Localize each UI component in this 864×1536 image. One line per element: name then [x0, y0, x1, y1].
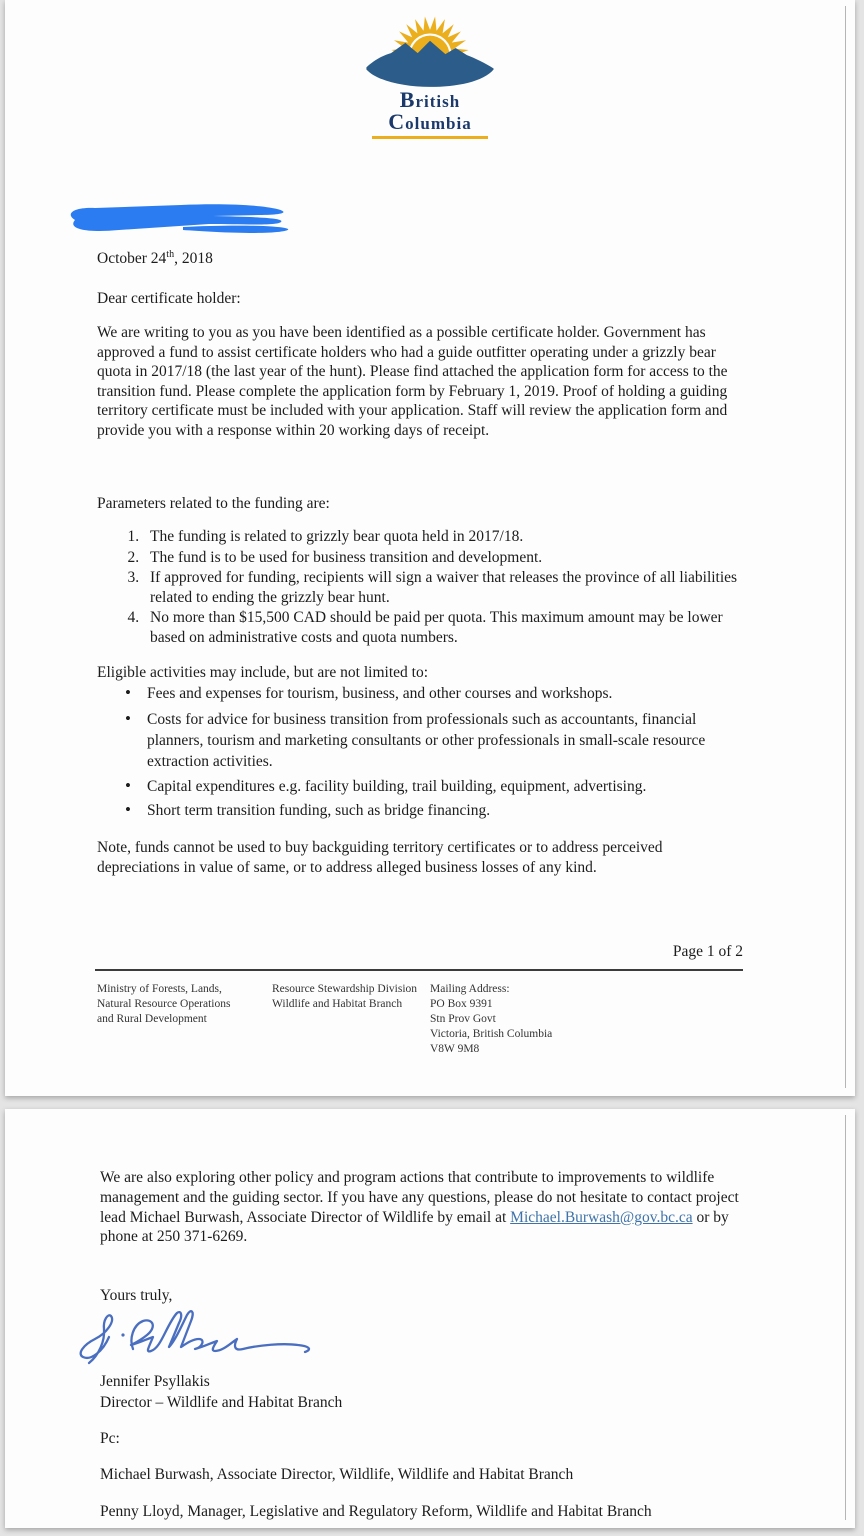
logo-text-british: British — [399, 87, 461, 112]
numbered-item: 2. The fund is to be used for business transition and development. — [143, 548, 743, 568]
footer-line: Mailing Address: — [430, 983, 510, 995]
footer-divider — [95, 969, 743, 971]
paragraph-text: or by phone at 250 371-6269. — [100, 1208, 729, 1246]
footer-line: Stn Prov Govt — [430, 1013, 496, 1025]
logo-underline — [372, 136, 488, 139]
bullet-item: • Short term transition funding, such as bridge financing. — [97, 801, 743, 821]
scan-artifact-line — [845, 1115, 846, 1520]
footer-line: Wildlife and Habitat Branch — [272, 998, 403, 1010]
email-link[interactable]: Michael.Burwash@gov.bc.ca — [510, 1208, 693, 1226]
eligible-activities-list — [97, 684, 743, 826]
bc-government-logo — [345, 10, 515, 139]
bullet-item: • Fees and expenses for tourism, business, and other courses and workshops. — [97, 684, 743, 704]
footer-ministry — [97, 982, 257, 1027]
bullet-item: • Costs for advice for business transition from professionals such as accountants, financial planners, tourism and marketing consultants or other professionals in small-scale resource extraction activities. — [97, 709, 743, 772]
valediction: Yours truly, — [100, 1287, 173, 1304]
footer-line: PO Box 9391 — [430, 998, 493, 1010]
signer-name: Jennifer Psyllakis — [100, 1373, 210, 1390]
logo-text-columbia: Columbia — [388, 109, 472, 134]
numbered-item: 1. The funding is related to grizzly bear quota held in 2017/18. — [143, 527, 743, 547]
letter-date — [97, 245, 743, 269]
parameters-heading: Parameters related to the funding are: — [97, 495, 330, 512]
funding-parameters-list — [97, 527, 743, 648]
scan-artifact-line — [845, 6, 846, 1088]
footer-division — [272, 982, 432, 1012]
signer-title: Director – Wildlife and Habitat Branch — [100, 1394, 343, 1411]
note-paragraph: Note, funds cannot be used to buy backguiding territory certificates or to address perceived depreciations in value of same, or to address alleged business losses of any kind. — [97, 839, 663, 876]
footer-mailing-address — [430, 982, 600, 1057]
footer-line: Resource Stewardship Division — [272, 983, 418, 995]
footer-line: Victoria, British Columbia — [430, 1028, 553, 1040]
footer-line: Ministry of Forests, Lands, — [97, 983, 222, 995]
salutation: Dear certificate holder: — [97, 290, 241, 307]
bullet-item: • Capital expenditures e.g. facility building, trail building, equipment, advertising. — [97, 777, 743, 797]
closing-paragraph — [100, 1168, 746, 1247]
pc-entry: Michael Burwash, Associate Director, Wildlife, Wildlife and Habitat Branch — [100, 1466, 574, 1483]
paragraph-text: We are also exploring other policy and program actions that contribute to improvements to wildlife management and the guiding sector. If you have any questions, please do not hesitate to contact project lead Michael Burwash, Associate Director of Wildlife by email at — [100, 1169, 739, 1226]
date-ordinal: th — [166, 249, 175, 260]
footer-line: and Rural Development — [97, 1013, 207, 1025]
intro-paragraph: We are writing to you as you have been identified as a possible certificate holder. Government has approved a fund to assist certificate holders who had a guide outfitter operating under a grizzly bear quota in 2017/18 (the last year of the hunt). Please find attached the application form for access to the transition fund. Please complete the application form by February 1, 2019. Proof of holding a guiding territory certificate must be included with your application. Staff will review the application form and provide you with a response within 20 working days of receipt. — [97, 324, 728, 439]
page-number-label: Page 1 of 2 — [672, 943, 743, 960]
footer-line: Natural Resource Operations — [97, 998, 231, 1010]
signature-block — [100, 1371, 746, 1413]
pc-entry: Penny Lloyd, Manager, Legislative and Regulatory Reform, Wildlife and Habitat Branch — [100, 1503, 652, 1520]
date-main: October 24 — [97, 250, 167, 268]
date-year: , 2018 — [174, 250, 213, 268]
footer-line: V8W 9M8 — [430, 1043, 480, 1055]
letter-page-2 — [5, 1109, 855, 1528]
letter-page-1 — [5, 0, 855, 1096]
numbered-item: 3. If approved for funding, recipients will sign a waiver that releases the province of all liabilities related to ending the grizzly bear hunt. — [143, 568, 743, 607]
pc-label: Pc: — [100, 1430, 120, 1447]
numbered-item: 4. No more than $15,500 CAD should be paid per quota. This maximum amount may be lower based on administrative costs and quota numbers. — [143, 608, 743, 647]
signature-image — [73, 1303, 323, 1373]
sunrise-mountains-icon — [355, 10, 505, 90]
eligible-activities-heading: Eligible activities may include, but are not limited to: — [97, 664, 429, 681]
redaction-scribble — [62, 203, 300, 237]
